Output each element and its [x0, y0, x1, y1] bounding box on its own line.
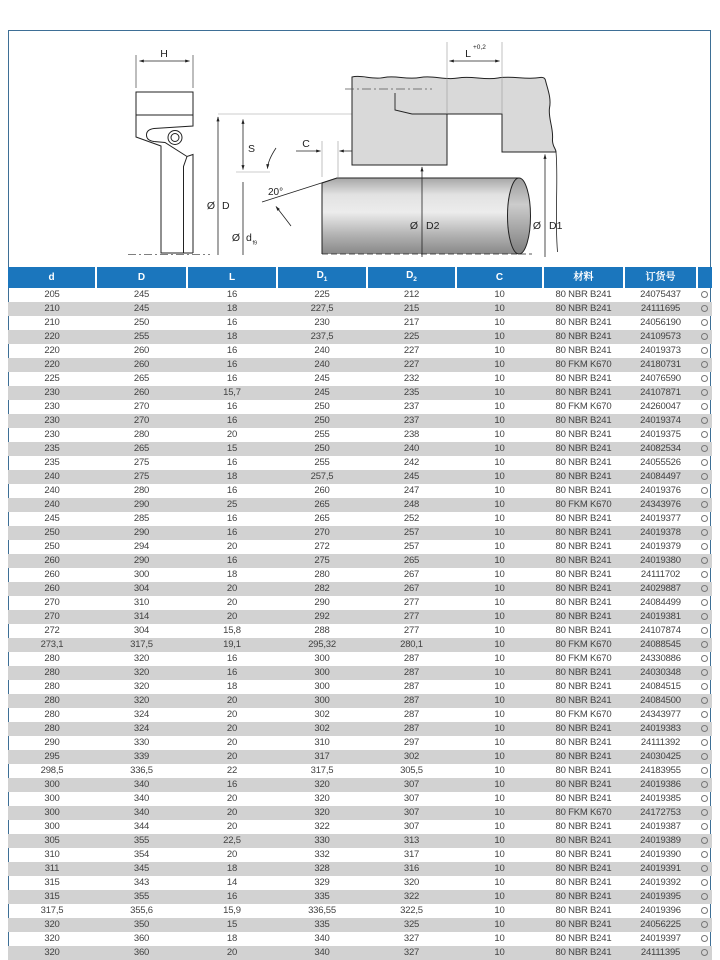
table-row: 320 350 15 335 325 10 80 NBR B241 24056225 [8, 918, 712, 932]
column-header: 材料 [543, 267, 624, 288]
table-body [8, 288, 712, 960]
availability-icon [701, 865, 708, 872]
column-header: C [456, 267, 543, 288]
availability-icon [701, 445, 708, 452]
table-row: 311 345 18 328 316 10 80 NBR B241 24019391 [8, 862, 712, 876]
table-row: 280 324 20 302 287 10 80 NBR B241 24019383 [8, 722, 712, 736]
column-header: $D_2$ [367, 267, 456, 288]
availability-icon [701, 389, 708, 396]
availability-icon [701, 823, 708, 830]
seal-cross-section [136, 92, 193, 253]
dimension-rod-diameter [232, 182, 257, 255]
availability-icon [701, 319, 708, 326]
availability-icon [701, 375, 708, 382]
diameter-symbol: Ø [532, 220, 541, 232]
table-row: 240 275 18 257,5 245 10 80 NBR B241 24084497 [8, 470, 712, 484]
availability-icon [701, 529, 708, 536]
table-row: 230 260 15,7 245 235 10 80 NBR B241 24107871 [8, 386, 712, 400]
availability-icon [701, 473, 708, 480]
table-row: 240 280 16 260 247 10 80 NBR B241 24019376 [8, 484, 712, 498]
availability-icon [701, 893, 708, 900]
availability-icon [701, 851, 708, 858]
label-s: S [248, 143, 256, 155]
availability-icon [701, 655, 708, 662]
table-row: 250 290 16 270 257 10 80 NBR B241 24019378 [8, 526, 712, 540]
table-row: 280 324 20 302 287 10 80 FKM K670 24343977 [8, 708, 712, 722]
table-row: 280 320 16 300 287 10 80 FKM K670 24330886 [8, 652, 712, 666]
break-line [556, 152, 558, 252]
availability-icon [701, 781, 708, 788]
dimension-h [136, 48, 193, 88]
column-header: L [187, 267, 277, 288]
availability-icon [701, 725, 708, 732]
table-row: 272 304 15,8 288 277 10 80 NBR B241 24107874 [8, 624, 712, 638]
availability-icon [701, 333, 708, 340]
availability-icon [701, 543, 708, 550]
availability-icon [701, 613, 708, 620]
table-row: 298,5 336,5 22 317,5 305,5 10 80 NBR B241 24183955 [8, 764, 712, 778]
availability-icon [701, 753, 708, 760]
table-row: 280 320 18 300 287 10 80 NBR B241 24084515 [8, 680, 712, 694]
table-row: 280 320 16 300 287 10 80 NBR B241 24030348 [8, 666, 712, 680]
availability-icon [701, 599, 708, 606]
availability-icon [701, 935, 708, 942]
label-outer-diameter: D [222, 200, 230, 212]
diameter-symbol: Ø [409, 220, 418, 232]
availability-icon [701, 907, 708, 914]
availability-icon [701, 347, 708, 354]
table-row: 250 294 20 272 257 10 80 NBR B241 24019379 [8, 540, 712, 554]
label-rod-tolerance: f9 [252, 240, 258, 247]
label-d1: D1 [549, 220, 563, 232]
availability-icon [701, 683, 708, 690]
label-angle: 20° [268, 187, 284, 198]
table-row: 235 275 16 255 242 10 80 NBR B241 24055526 [8, 456, 712, 470]
availability-icon [701, 641, 708, 648]
table-row: 320 360 18 340 327 10 80 NBR B241 24019397 [8, 932, 712, 946]
label-h: H [160, 48, 168, 60]
availability-icon [701, 459, 708, 466]
availability-icon [701, 487, 708, 494]
column-header [697, 267, 712, 288]
table-row: 315 355 16 335 322 10 80 NBR B241 24019395 [8, 890, 712, 904]
availability-icon [701, 949, 708, 956]
table-row: 270 314 20 292 277 10 80 NBR B241 24019381 [8, 610, 712, 624]
table-row: 220 255 18 237,5 225 10 80 NBR B241 24109573 [8, 330, 712, 344]
dimension-s [236, 120, 270, 173]
label-c: C [302, 138, 310, 150]
availability-icon [701, 305, 708, 312]
table-row: 300 344 20 322 307 10 80 NBR B241 24019387 [8, 820, 712, 834]
table-row: 320 360 20 340 327 10 80 NBR B241 24111395 [8, 946, 712, 960]
label-d2: D2 [426, 220, 440, 232]
availability-icon [701, 417, 708, 424]
availability-icon [701, 795, 708, 802]
table-row: 260 304 20 282 267 10 80 NBR B241 24029887 [8, 582, 712, 596]
table-row: 210 245 18 227,5 215 10 80 NBR B241 24111695 [8, 302, 712, 316]
table-row: 230 270 16 250 237 10 80 NBR B241 24019374 [8, 414, 712, 428]
label-groove-tolerance: +0,2 [473, 44, 486, 51]
table-row: 210 250 16 230 217 10 80 NBR B241 24056190 [8, 316, 712, 330]
availability-icon [701, 557, 708, 564]
dimension-table [8, 267, 712, 960]
table-row: 300 340 20 320 307 10 80 FKM K670 24172753 [8, 806, 712, 820]
table-row: 205 245 16 225 212 10 80 NBR B241 24075437 [8, 288, 712, 302]
table-row: 290 330 20 310 297 10 80 NBR B241 24111392 [8, 736, 712, 750]
table-row: 300 340 16 320 307 10 80 NBR B241 24019386 [8, 778, 712, 792]
availability-icon [701, 585, 708, 592]
availability-icon [701, 921, 708, 928]
technical-drawing [8, 30, 712, 267]
label-groove-length: L [465, 48, 471, 60]
table-row: 300 340 20 320 307 10 80 NBR B241 24019385 [8, 792, 712, 806]
table-row: 270 310 20 290 277 10 80 NBR B241 24084499 [8, 596, 712, 610]
availability-icon [701, 501, 708, 508]
table-row: 273,1 317,5 19,1 295,32 280,1 10 80 FKM K670 24088545 [8, 638, 712, 652]
availability-icon [701, 291, 708, 298]
availability-icon [701, 515, 708, 522]
diameter-symbol: Ø [231, 232, 240, 244]
column-header: D [96, 267, 187, 288]
label-rod-diameter: d [246, 232, 252, 244]
table-row: 280 320 20 300 287 10 80 NBR B241 24084500 [8, 694, 712, 708]
table-row: 220 260 16 240 227 10 80 NBR B241 24019373 [8, 344, 712, 358]
table-row: 240 290 25 265 248 10 80 FKM K670 24343976 [8, 498, 712, 512]
table-row: 315 343 14 329 320 10 80 NBR B241 24019392 [8, 876, 712, 890]
table-row: 310 354 20 332 317 10 80 NBR B241 24019390 [8, 848, 712, 862]
column-header: d [8, 267, 96, 288]
table-row: 220 260 16 240 227 10 80 FKM K670 24180731 [8, 358, 712, 372]
table-row: 245 285 16 265 252 10 80 NBR B241 24019377 [8, 512, 712, 526]
piston-rod [322, 178, 532, 254]
availability-icon [701, 571, 708, 578]
column-header: 订货号 [624, 267, 697, 288]
availability-icon [701, 837, 708, 844]
table-row: 260 290 16 275 265 10 80 NBR B241 24019380 [8, 554, 712, 568]
table-row: 260 300 18 280 267 10 80 NBR B241 24111702 [8, 568, 712, 582]
diameter-symbol: Ø [206, 200, 215, 212]
table-row: 230 280 20 255 238 10 80 NBR B241 24019375 [8, 428, 712, 442]
availability-icon [701, 361, 708, 368]
availability-icon [701, 403, 708, 410]
dimension-d1 [533, 155, 563, 258]
table-row: 305 355 22,5 330 313 10 80 NBR B241 24019389 [8, 834, 712, 848]
table-row: 230 270 16 250 237 10 80 FKM K670 24260047 [8, 400, 712, 414]
availability-icon [701, 697, 708, 704]
availability-icon [701, 739, 708, 746]
table-row: 225 265 16 245 232 10 80 NBR B241 24076590 [8, 372, 712, 386]
table-header-row [8, 267, 712, 288]
table-row: 295 339 20 317 302 10 80 NBR B241 24030425 [8, 750, 712, 764]
table-row: 235 265 15 250 240 10 80 NBR B241 24082534 [8, 442, 712, 456]
column-header: $D_1$ [277, 267, 367, 288]
rod-end-cap [508, 178, 531, 254]
availability-icon [701, 809, 708, 816]
availability-icon [701, 767, 708, 774]
availability-icon [701, 711, 708, 718]
table-row: 317,5 355,6 15,9 336,55 322,5 10 80 NBR B241 24019396 [8, 904, 712, 918]
availability-icon [701, 431, 708, 438]
availability-icon [701, 669, 708, 676]
availability-icon [701, 879, 708, 886]
availability-icon [701, 627, 708, 634]
